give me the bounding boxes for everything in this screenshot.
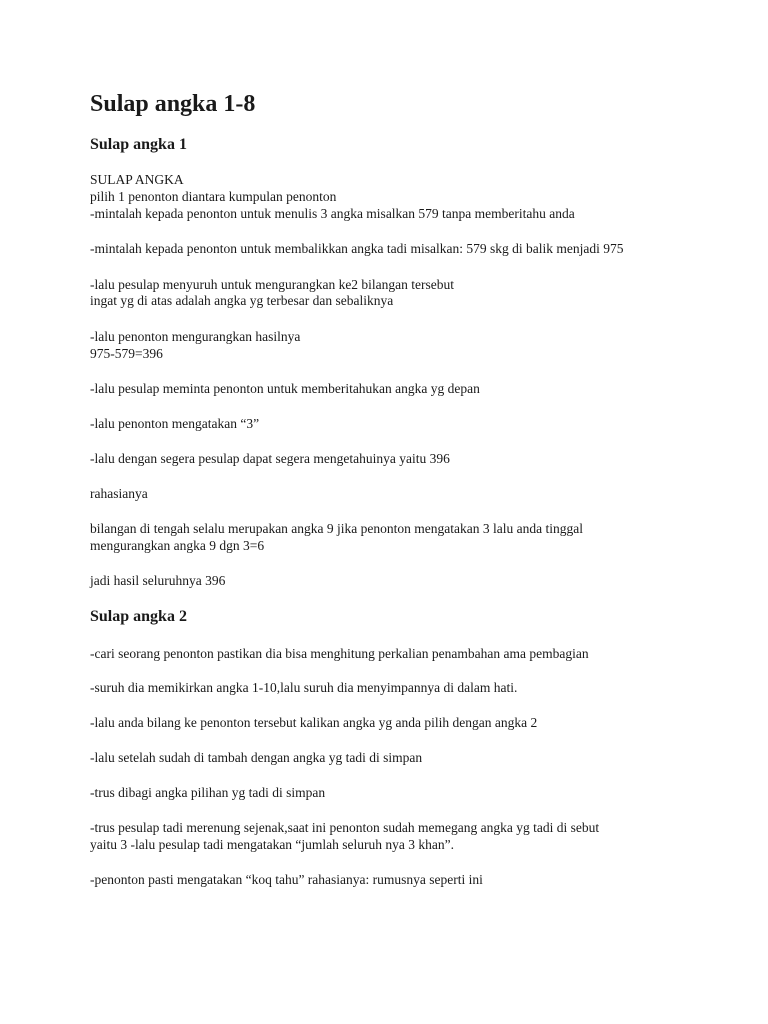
paragraph-line: -trus pesulap tadi merenung sejenak,saat ini penonton sudah memegang angka yg tadi di sebut bbox=[90, 820, 600, 835]
paragraph-line: -lalu pesulap meminta penonton untuk memberitahukan angka yg depan bbox=[90, 381, 480, 396]
paragraph-line: -trus dibagi angka pilihan yg tadi di simpan bbox=[90, 785, 326, 800]
paragraph-line: jadi hasil seluruhnya 396 bbox=[90, 573, 226, 588]
paragraph-line: 975-579=396 bbox=[90, 346, 163, 361]
paragraph-line: -lalu anda bilang ke penonton tersebut kalikan angka yg anda pilih dengan angka 2 bbox=[90, 715, 538, 730]
paragraph-line: yaitu 3 -lalu pesulap tadi mengatakan “jumlah seluruh nya 3 khan”. bbox=[90, 837, 455, 852]
page-title: Sulap angka 1-8 bbox=[90, 91, 256, 117]
paragraph-line: pilih 1 penonton diantara kumpulan penonton bbox=[90, 189, 337, 204]
paragraph-line: -suruh dia memikirkan angka 1-10,lalu suruh dia menyimpannya di dalam hati. bbox=[90, 680, 518, 695]
paragraph-line: -cari seorang penonton pastikan dia bisa menghitung perkalian penambahan ama pembagian bbox=[90, 646, 589, 661]
paragraph-line: bilangan di tengah selalu merupakan angka 9 jika penonton mengatakan 3 lalu anda tinggal bbox=[90, 521, 583, 536]
section-heading-2: Sulap angka 2 bbox=[90, 608, 187, 625]
paragraph-line: ingat yg di atas adalah angka yg terbesar dan sebaliknya bbox=[90, 293, 394, 308]
paragraph-line: -mintalah kepada penonton untuk membalikkan angka tadi misalkan: 579 skg di balik menjadi 975 bbox=[90, 241, 624, 256]
paragraph-line: -lalu dengan segera pesulap dapat segera mengetahuinya yaitu 396 bbox=[90, 451, 450, 466]
paragraph-line: -lalu penonton mengurangkan hasilnya bbox=[90, 329, 301, 344]
paragraph-line: rahasianya bbox=[90, 486, 148, 501]
paragraph-line: SULAP ANGKA bbox=[90, 172, 184, 187]
paragraph-line: -lalu pesulap menyuruh untuk mengurangkan ke2 bilangan tersebut bbox=[90, 277, 455, 292]
section-heading-1: Sulap angka 1 bbox=[90, 136, 187, 153]
paragraph-line: -penonton pasti mengatakan “koq tahu” rahasianya: rumusnya seperti ini bbox=[90, 872, 483, 887]
paragraph-line: -mintalah kepada penonton untuk menulis 3 angka misalkan 579 tanpa memberitahu anda bbox=[90, 206, 575, 221]
paragraph-line: -lalu setelah sudah di tambah dengan angka yg tadi di simpan bbox=[90, 750, 423, 765]
paragraph-line: -lalu penonton mengatakan “3” bbox=[90, 416, 260, 431]
paragraph-line: mengurangkan angka 9 dgn 3=6 bbox=[90, 538, 265, 553]
